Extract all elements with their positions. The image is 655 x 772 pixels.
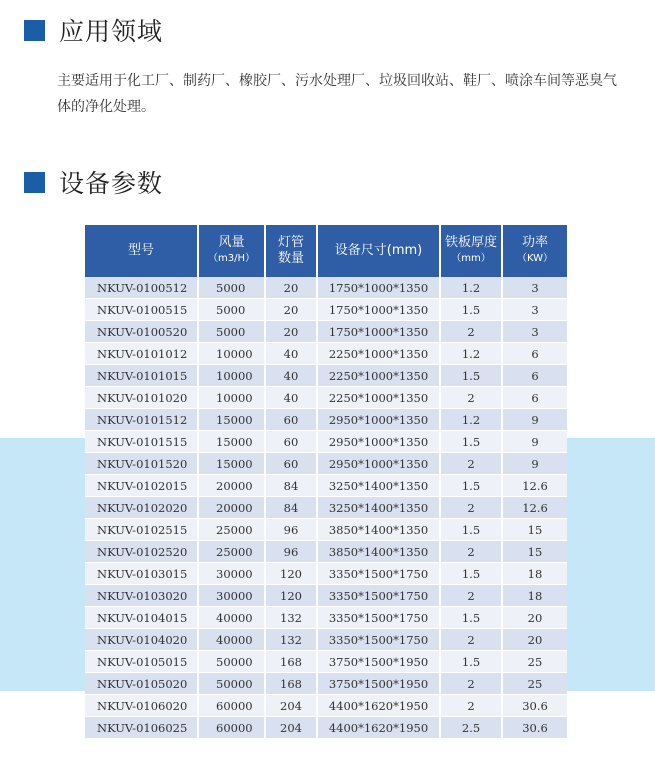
cell-dimensions: 2250*1000*1350	[317, 343, 440, 365]
cell-lamp-count: 132	[265, 629, 317, 651]
table-body	[85, 277, 567, 739]
cell-plate-thickness: 2	[440, 387, 502, 409]
cell-dimensions: 3350*1500*1750	[317, 629, 440, 651]
cell-plate-thickness: 2	[440, 453, 502, 475]
cell-plate-thickness: 1.5	[440, 431, 502, 453]
cell-model: NKUV-0101512	[85, 409, 198, 431]
cell-dimensions: 1750*1000*1350	[317, 321, 440, 343]
cell-airflow: 40000	[198, 607, 265, 629]
cell-plate-thickness: 2	[440, 629, 502, 651]
application-description: 主要适用于化工厂、制药厂、橡胶厂、污水处理厂、垃圾回收站、鞋厂、喷涂车间等恶臭气体的净化处理。	[57, 73, 617, 115]
cell-plate-thickness: 1.2	[440, 343, 502, 365]
table-row	[85, 277, 567, 299]
cell-model: NKUV-0100515	[85, 299, 198, 321]
cell-airflow: 40000	[198, 629, 265, 651]
cell-lamp-count: 168	[265, 673, 317, 695]
cell-dimensions: 3350*1500*1750	[317, 607, 440, 629]
table-row	[85, 475, 567, 497]
cell-plate-thickness: 1.5	[440, 365, 502, 387]
cell-lamp-count: 96	[265, 519, 317, 541]
cell-plate-thickness: 2	[440, 321, 502, 343]
table-row	[85, 541, 567, 563]
cell-airflow: 20000	[198, 497, 265, 519]
cell-power: 9	[502, 409, 567, 431]
cell-power: 6	[502, 365, 567, 387]
application-section-title	[24, 12, 163, 48]
cell-lamp-count: 60	[265, 409, 317, 431]
cell-model: NKUV-0104015	[85, 607, 198, 629]
cell-model: NKUV-0102520	[85, 541, 198, 563]
table-row	[85, 497, 567, 519]
section-marker-icon	[24, 20, 45, 41]
cell-lamp-count: 120	[265, 585, 317, 607]
cell-plate-thickness: 2	[440, 541, 502, 563]
table-row	[85, 343, 567, 365]
table-row	[85, 299, 567, 321]
cell-lamp-count: 40	[265, 343, 317, 365]
cell-airflow: 50000	[198, 651, 265, 673]
cell-power: 30.6	[502, 717, 567, 739]
cell-airflow: 25000	[198, 519, 265, 541]
cell-airflow: 5000	[198, 277, 265, 299]
cell-lamp-count: 84	[265, 497, 317, 519]
cell-model: NKUV-0103015	[85, 563, 198, 585]
cell-plate-thickness: 1.2	[440, 409, 502, 431]
cell-model: NKUV-0101015	[85, 365, 198, 387]
table-row	[85, 607, 567, 629]
cell-dimensions: 2250*1000*1350	[317, 365, 440, 387]
cell-dimensions: 2950*1000*1350	[317, 453, 440, 475]
cell-power: 15	[502, 541, 567, 563]
table-header-row	[85, 225, 567, 277]
cell-model: NKUV-0102020	[85, 497, 198, 519]
cell-lamp-count: 60	[265, 453, 317, 475]
cell-lamp-count: 132	[265, 607, 317, 629]
cell-lamp-count: 20	[265, 299, 317, 321]
cell-power: 18	[502, 585, 567, 607]
cell-lamp-count: 20	[265, 321, 317, 343]
cell-lamp-count: 20	[265, 277, 317, 299]
params-section-title	[24, 164, 163, 200]
cell-model: NKUV-0100520	[85, 321, 198, 343]
cell-dimensions: 1750*1000*1350	[317, 277, 440, 299]
cell-model: NKUV-0101012	[85, 343, 198, 365]
cell-airflow: 10000	[198, 387, 265, 409]
cell-power: 20	[502, 607, 567, 629]
header-dimensions: 设备尺寸(mm)	[317, 225, 440, 277]
cell-plate-thickness: 2.5	[440, 717, 502, 739]
cell-model: NKUV-0106025	[85, 717, 198, 739]
cell-lamp-count: 60	[265, 431, 317, 453]
cell-lamp-count: 96	[265, 541, 317, 563]
cell-plate-thickness: 1.2	[440, 277, 502, 299]
cell-dimensions: 2250*1000*1350	[317, 387, 440, 409]
table-row	[85, 651, 567, 673]
cell-dimensions: 2950*1000*1350	[317, 409, 440, 431]
cell-model: NKUV-0101515	[85, 431, 198, 453]
cell-model: NKUV-0102015	[85, 475, 198, 497]
cell-lamp-count: 40	[265, 387, 317, 409]
cell-model: NKUV-0105020	[85, 673, 198, 695]
cell-airflow: 60000	[198, 717, 265, 739]
cell-plate-thickness: 2	[440, 673, 502, 695]
table-row	[85, 563, 567, 585]
cell-plate-thickness: 1.5	[440, 607, 502, 629]
cell-dimensions: 3750*1500*1950	[317, 651, 440, 673]
cell-plate-thickness: 2	[440, 585, 502, 607]
cell-power: 20	[502, 629, 567, 651]
cell-lamp-count: 204	[265, 695, 317, 717]
table-row	[85, 629, 567, 651]
cell-plate-thickness: 1.5	[440, 475, 502, 497]
cell-model: NKUV-0101520	[85, 453, 198, 475]
params-table	[85, 225, 567, 739]
cell-airflow: 15000	[198, 409, 265, 431]
cell-model: NKUV-0102515	[85, 519, 198, 541]
cell-airflow: 5000	[198, 299, 265, 321]
cell-power: 30.6	[502, 695, 567, 717]
cell-dimensions: 3850*1400*1350	[317, 541, 440, 563]
table-row	[85, 585, 567, 607]
cell-power: 3	[502, 321, 567, 343]
table-row	[85, 365, 567, 387]
cell-dimensions: 3850*1400*1350	[317, 519, 440, 541]
cell-power: 25	[502, 651, 567, 673]
section-marker-icon	[24, 172, 45, 193]
cell-power: 12.6	[502, 475, 567, 497]
cell-power: 18	[502, 563, 567, 585]
cell-model: NKUV-0103020	[85, 585, 198, 607]
cell-airflow: 15000	[198, 453, 265, 475]
cell-power: 9	[502, 453, 567, 475]
cell-airflow: 15000	[198, 431, 265, 453]
cell-dimensions: 1750*1000*1350	[317, 299, 440, 321]
cell-lamp-count: 84	[265, 475, 317, 497]
header-model: 型号	[85, 225, 198, 277]
cell-power: 15	[502, 519, 567, 541]
table-row	[85, 321, 567, 343]
cell-dimensions: 3250*1400*1350	[317, 475, 440, 497]
cell-dimensions: 3350*1500*1750	[317, 563, 440, 585]
application-title-text: 应用领域	[59, 17, 164, 46]
table-row	[85, 519, 567, 541]
cell-power: 3	[502, 277, 567, 299]
cell-lamp-count: 204	[265, 717, 317, 739]
cell-plate-thickness: 2	[440, 695, 502, 717]
header-power: 功率 （KW）	[502, 225, 567, 277]
table-row	[85, 673, 567, 695]
cell-power: 6	[502, 387, 567, 409]
cell-power: 25	[502, 673, 567, 695]
params-table-wrapper	[85, 225, 567, 739]
header-airflow: 风量 （m3/H）	[198, 225, 265, 277]
cell-lamp-count: 120	[265, 563, 317, 585]
cell-airflow: 25000	[198, 541, 265, 563]
cell-model: NKUV-0104020	[85, 629, 198, 651]
cell-airflow: 20000	[198, 475, 265, 497]
table-row	[85, 695, 567, 717]
params-title-text: 设备参数	[59, 169, 164, 198]
table-row	[85, 431, 567, 453]
cell-power: 6	[502, 343, 567, 365]
cell-airflow: 30000	[198, 585, 265, 607]
cell-dimensions: 3350*1500*1750	[317, 585, 440, 607]
cell-plate-thickness: 1.5	[440, 563, 502, 585]
header-plate-thickness: 铁板厚度 （mm）	[440, 225, 502, 277]
cell-dimensions: 3750*1500*1950	[317, 673, 440, 695]
cell-plate-thickness: 1.5	[440, 299, 502, 321]
cell-plate-thickness: 1.5	[440, 651, 502, 673]
header-lamp-count: 灯管 数量	[265, 225, 317, 277]
cell-airflow: 30000	[198, 563, 265, 585]
cell-lamp-count: 40	[265, 365, 317, 387]
cell-dimensions: 3250*1400*1350	[317, 497, 440, 519]
table-row	[85, 453, 567, 475]
cell-plate-thickness: 1.5	[440, 519, 502, 541]
cell-lamp-count: 168	[265, 651, 317, 673]
table-row	[85, 387, 567, 409]
cell-model: NKUV-0106020	[85, 695, 198, 717]
cell-airflow: 5000	[198, 321, 265, 343]
cell-model: NKUV-0100512	[85, 277, 198, 299]
table-row	[85, 409, 567, 431]
cell-power: 12.6	[502, 497, 567, 519]
cell-dimensions: 4400*1620*1950	[317, 695, 440, 717]
cell-airflow: 60000	[198, 695, 265, 717]
cell-model: NKUV-0101020	[85, 387, 198, 409]
cell-airflow: 10000	[198, 343, 265, 365]
cell-power: 3	[502, 299, 567, 321]
cell-power: 9	[502, 431, 567, 453]
cell-airflow: 50000	[198, 673, 265, 695]
cell-airflow: 10000	[198, 365, 265, 387]
cell-dimensions: 2950*1000*1350	[317, 431, 440, 453]
cell-model: NKUV-0105015	[85, 651, 198, 673]
cell-dimensions: 4400*1620*1950	[317, 717, 440, 739]
table-row	[85, 717, 567, 739]
cell-plate-thickness: 2	[440, 497, 502, 519]
